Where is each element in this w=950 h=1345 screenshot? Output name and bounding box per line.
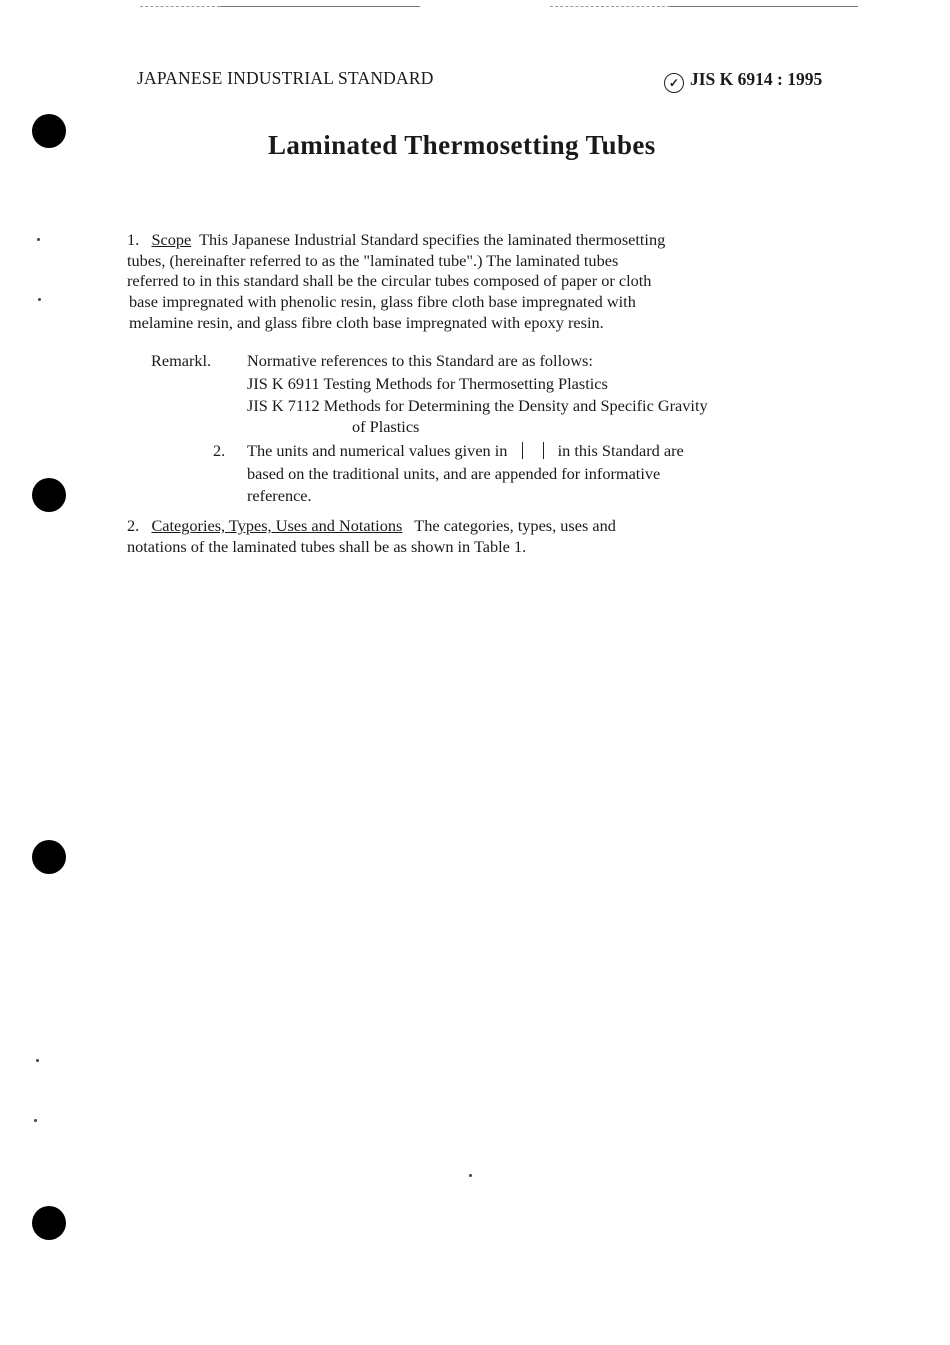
paragraph-line: tubes, (hereinafter referred to as the "laminated tube".) The laminated tubes bbox=[127, 250, 619, 270]
scan-top-line bbox=[140, 6, 220, 7]
punch-hole bbox=[32, 1206, 66, 1240]
paragraph-line: base impregnated with phenolic resin, glass fibre cloth base impregnated with bbox=[129, 292, 636, 312]
remark-2-block bbox=[247, 441, 867, 507]
remark-text: reference. bbox=[247, 486, 312, 506]
remark-label: Remarkl. bbox=[151, 351, 212, 370]
reference-item: JIS K 7112 Methods for Determining the Density and Specific Gravity bbox=[247, 396, 708, 416]
remark-text: Normative references to this Standard are as follows: bbox=[247, 351, 593, 370]
remarks-block bbox=[247, 351, 867, 438]
section-heading: Categories, Types, Uses and Notations bbox=[151, 516, 403, 535]
remark-number: 2. bbox=[213, 441, 226, 460]
remark-text: The units and numerical values given in bbox=[247, 441, 508, 460]
section-number: 2. bbox=[127, 516, 140, 535]
paragraph-line: melamine resin, and glass fibre cloth base impregnated with epoxy resin. bbox=[129, 312, 604, 332]
remark-text: based on the traditional units, and are appended for informative bbox=[247, 463, 661, 483]
section-number: 1. bbox=[127, 230, 140, 249]
scan-speck bbox=[37, 238, 40, 241]
scan-speck bbox=[34, 1119, 37, 1122]
paragraph-line: referred to in this standard shall be the circular tubes composed of paper or cloth bbox=[127, 271, 652, 291]
scan-speck bbox=[36, 1059, 39, 1062]
scan-speck bbox=[469, 1174, 472, 1177]
jis-code-text: JIS K 6914 : 1995 bbox=[690, 69, 823, 89]
paragraph-line: This Japanese Industrial Standard specifies the laminated thermosetting bbox=[199, 230, 666, 249]
scan-top-line bbox=[670, 6, 858, 7]
punch-hole bbox=[32, 114, 66, 148]
reference-item-cont: of Plastics bbox=[352, 417, 420, 437]
section-categories bbox=[127, 516, 889, 557]
jis-mark-icon: ✓ bbox=[664, 73, 684, 93]
bracket-symbol bbox=[512, 443, 554, 459]
paragraph-line: The categories, types, uses and bbox=[414, 516, 616, 535]
jis-code bbox=[664, 69, 822, 93]
punch-hole bbox=[32, 840, 66, 874]
remark-text: in this Standard are bbox=[557, 441, 684, 460]
section-scope bbox=[127, 230, 889, 334]
scan-top-line bbox=[550, 6, 670, 7]
punch-hole bbox=[32, 478, 66, 512]
section-heading: Scope bbox=[151, 230, 192, 249]
paragraph-line: notations of the laminated tubes shall be as shown in Table 1. bbox=[127, 536, 527, 556]
standard-label: JAPANESE INDUSTRIAL STANDARD bbox=[137, 68, 434, 88]
page-title: Laminated Thermosetting Tubes bbox=[268, 130, 656, 160]
scan-speck bbox=[38, 298, 41, 301]
reference-item: JIS K 6911 Testing Methods for Thermosetting Plastics bbox=[247, 373, 608, 393]
scan-top-line bbox=[220, 6, 420, 7]
